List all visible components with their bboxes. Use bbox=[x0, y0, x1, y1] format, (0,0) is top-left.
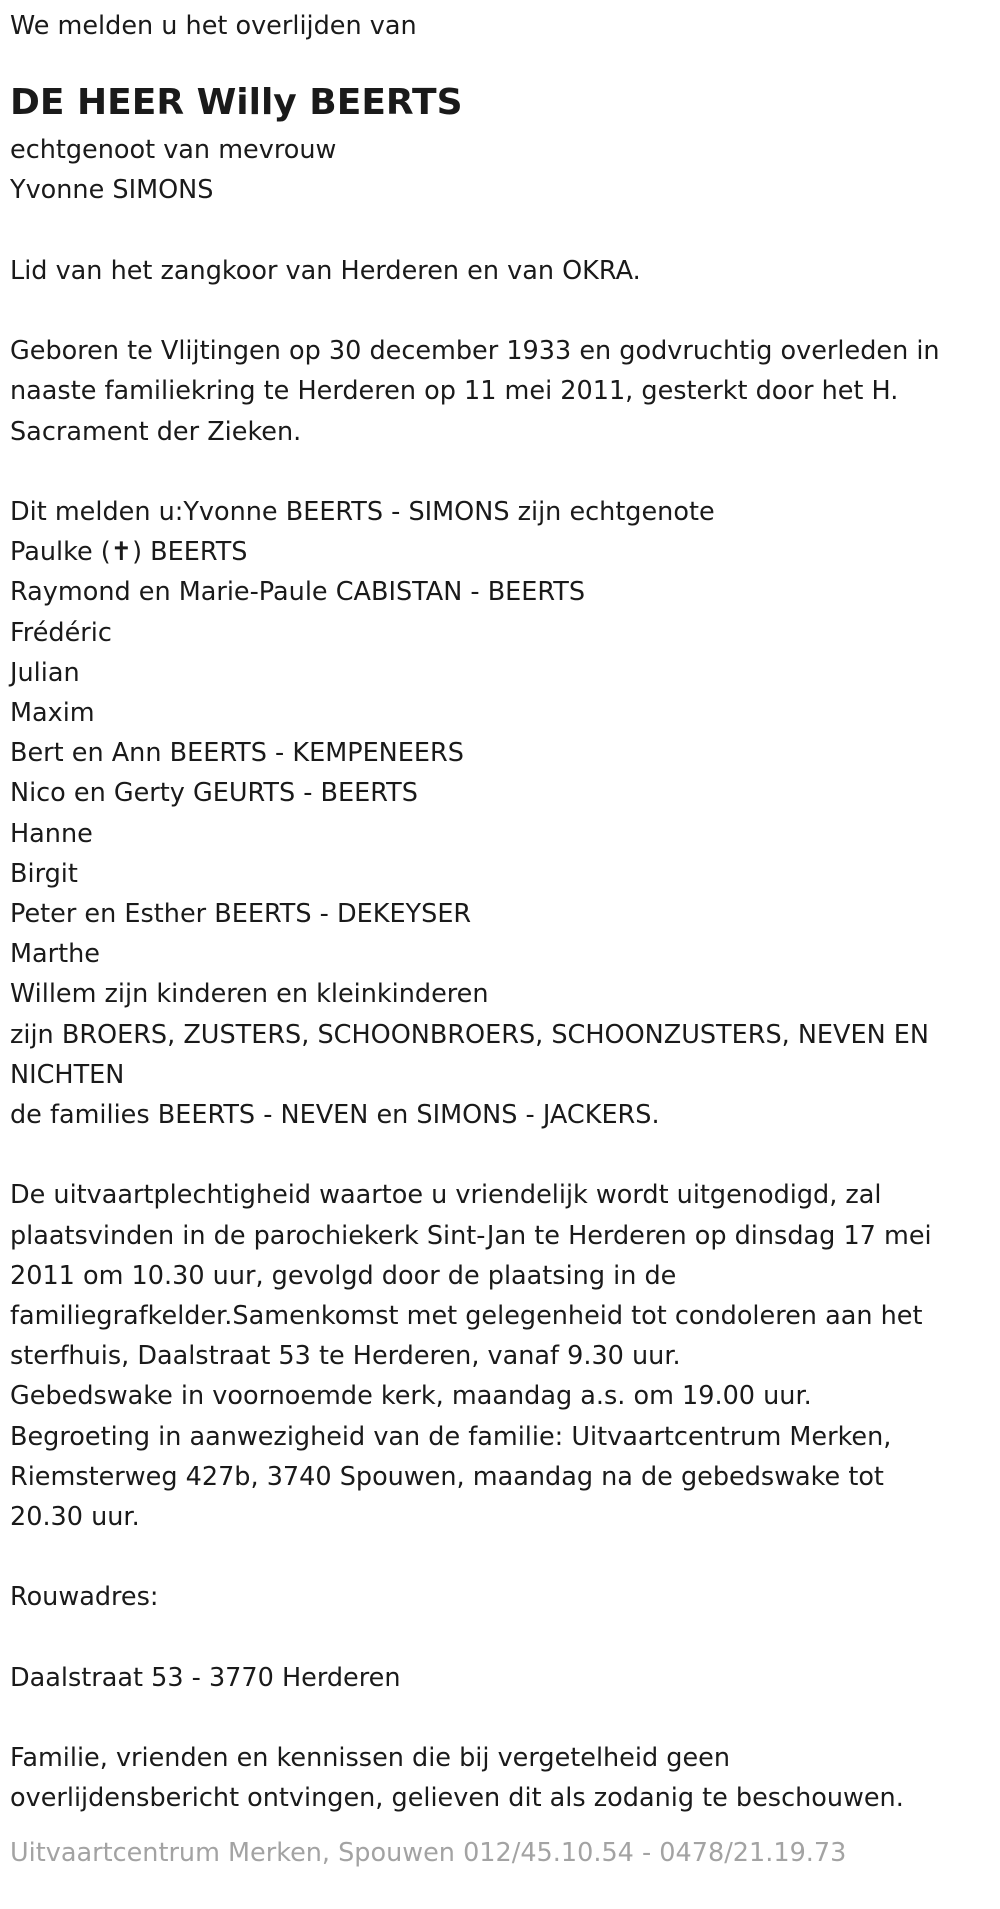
mourning-address: Daalstraat 53 - 3770 Herderen bbox=[10, 1662, 401, 1693]
birth-death-line: Geboren te Vlijtingen op 30 december 1933 en godvruchtig overleden in bbox=[10, 336, 940, 367]
family-line: zijn BROERS, ZUSTERS, SCHOONBROERS, SCHOONZUSTERS, NEVEN EN bbox=[10, 1019, 929, 1050]
family-line: Marthe bbox=[10, 939, 100, 970]
family-line: Willem zijn kinderen en kleinkinderen bbox=[10, 979, 489, 1010]
family-line: Julian bbox=[10, 657, 80, 688]
family-line: Raymond en Marie-Paule CABISTAN - BEERTS bbox=[10, 577, 586, 608]
family-line: Dit melden u:Yvonne BEERTS - SIMONS zijn echtgenote bbox=[10, 496, 715, 527]
spacer bbox=[10, 291, 990, 331]
ceremony-line: Riemsterweg 427b, 3740 Spouwen, maandag na de gebedswake tot bbox=[10, 1461, 884, 1492]
spacer bbox=[10, 1135, 990, 1175]
family-line: NICHTEN bbox=[10, 1059, 125, 1090]
spacer bbox=[10, 1698, 990, 1738]
ceremony-line: De uitvaartplechtigheid waartoe u vriendelijk wordt uitgenodigd, zal bbox=[10, 1180, 882, 1211]
ceremony-line: 2011 om 10.30 uur, gevolgd door de plaatsing in de bbox=[10, 1260, 677, 1291]
membership-text: Lid van het zangkoor van Herderen en van OKRA. bbox=[10, 255, 641, 286]
birth-death-line: Sacrament der Zieken. bbox=[10, 416, 302, 447]
notice-line: overlijdensbericht ontvingen, gelieven dit als zodanig te beschouwen. bbox=[10, 1783, 904, 1814]
family-line: Nico en Gerty GEURTS - BEERTS bbox=[10, 778, 418, 809]
spacer bbox=[10, 211, 990, 251]
notice-line: Familie, vrienden en kennissen die bij vergetelheid geen bbox=[10, 1743, 730, 1774]
spouse-name: Yvonne SIMONS bbox=[10, 175, 214, 206]
family-line: Paulke (✝) BEERTS bbox=[10, 537, 248, 568]
ceremony-line: Begroeting in aanwezigheid van de familie: Uitvaartcentrum Merken, bbox=[10, 1421, 892, 1452]
spacer bbox=[10, 1537, 990, 1577]
family-line: Maxim bbox=[10, 698, 95, 728]
funeral-home-footer: Uitvaartcentrum Merken, Spouwen 012/45.10.54 - 0478/21.19.73 bbox=[10, 1837, 847, 1868]
spacer bbox=[10, 1618, 990, 1658]
intro-text: We melden u het overlijden van bbox=[10, 11, 417, 41]
mourning-address-label: Rouwadres: bbox=[10, 1582, 159, 1613]
ceremony-line: sterfhuis, Daalstraat 53 te Herderen, vanaf 9.30 uur. bbox=[10, 1341, 681, 1372]
family-line: de families BEERTS - NEVEN en SIMONS - JACKERS. bbox=[10, 1100, 660, 1131]
deceased-name: DE HEER Willy BEERTS bbox=[10, 82, 463, 124]
ceremony-paragraph bbox=[10, 1175, 990, 1537]
birth-death-paragraph bbox=[10, 331, 990, 452]
spacer bbox=[10, 452, 990, 492]
family-line: Peter en Esther BEERTS - DEKEYSER bbox=[10, 899, 472, 930]
family-line: Birgit bbox=[10, 858, 78, 889]
family-line: Hanne bbox=[10, 818, 93, 849]
ceremony-line: Gebedswake in voornoemde kerk, maandag a.s. om 19.00 uur. bbox=[10, 1381, 812, 1412]
family-line: Bert en Ann BEERTS - KEMPENEERS bbox=[10, 738, 464, 769]
family-line: Frédéric bbox=[10, 617, 112, 648]
notice-paragraph bbox=[10, 1738, 990, 1818]
ceremony-line: plaatsvinden in de parochiekerk Sint-Jan te Herderen op dinsdag 17 mei bbox=[10, 1220, 932, 1251]
ceremony-line: 20.30 uur. bbox=[10, 1502, 140, 1533]
ceremony-line: familiegrafkelder.Samenkomst met gelegenheid tot condoleren aan het bbox=[10, 1301, 923, 1332]
family-list bbox=[10, 492, 990, 1135]
deceased-relation: echtgenoot van mevrouw bbox=[10, 135, 337, 166]
birth-death-line: naaste familiekring te Herderen op 11 mei 2011, gesterkt door het H. bbox=[10, 376, 899, 407]
